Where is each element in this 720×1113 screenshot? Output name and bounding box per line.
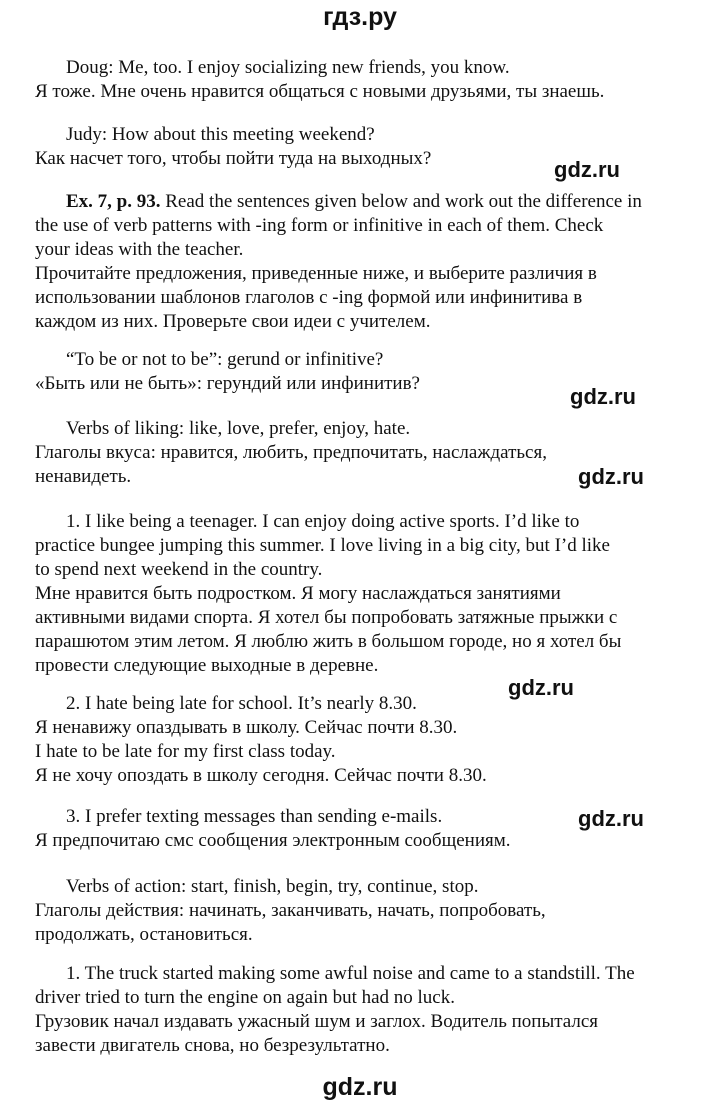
site-header: гдз.ру (323, 3, 397, 31)
liking-example-1-line3: to spend next weekend in the country. (35, 559, 323, 580)
exercise-translation-line2: использовании шаблонов глаголов с -ing формой или инфинитива в (35, 287, 583, 308)
liking-example-1-ru-line3: парашютом этим летом. Я люблю жить в большом городе, но я хотел бы (35, 631, 622, 652)
watermark: gdz.ru (578, 806, 644, 831)
dialogue-doug-ru: Я тоже. Мне очень нравится общаться с новыми друзьями, ты знаешь. (35, 81, 605, 102)
verbs-of-action-ru-line1: Глаголы действия: начинать, заканчивать, начать, попробовать, (35, 900, 546, 921)
watermark: gdz.ru (508, 675, 574, 700)
verbs-of-liking-ru-line2: ненавидеть. (35, 466, 132, 487)
dialogue-judy-en: Judy: How about this meeting weekend? (66, 124, 375, 145)
exercise-instruction-line1: Ex. 7, p. 93. Read the sentences given below and work out the difference in (66, 191, 642, 212)
liking-example-1-line2: practice bungee jumping this summer. I love living in a big city, but I’d like (35, 535, 610, 556)
liking-example-3-ru: Я предпочитаю смс сообщения электронным сообщениям. (35, 830, 511, 851)
exercise-translation-line1: Прочитайте предложения, приведенные ниже, и выберите различия в (35, 263, 597, 284)
watermark: gdz.ru (578, 464, 644, 489)
liking-example-1-ru-line2: активными видами спорта. Я хотел бы попробовать затяжные прыжки с (35, 607, 618, 628)
exercise-reference: Ex. 7, p. 93. (66, 191, 161, 212)
action-example-1-line2: driver tried to turn the engine on again but had no luck. (35, 987, 455, 1008)
action-example-1-ru-line2: завести двигатель снова, но безрезультатно. (35, 1035, 390, 1056)
liking-example-2b-en: I hate to be late for my first class today. (35, 741, 336, 762)
exercise-instruction-line2: the use of verb patterns with -ing form or infinitive in each of them. Check (35, 215, 604, 236)
exercise-instruction-line3: your ideas with the teacher. (35, 239, 244, 260)
site-footer: gdz.ru (322, 1073, 398, 1101)
watermark: gdz.ru (554, 157, 620, 182)
watermark: gdz.ru (570, 384, 636, 409)
action-example-1-ru-line1: Грузовик начал издавать ужасный шум и заглох. Водитель попытался (35, 1011, 599, 1032)
exercise-translation-line3: каждом из них. Проверьте свои идеи с учителем. (35, 311, 431, 332)
verbs-of-liking-ru-line1: Глаголы вкуса: нравится, любить, предпочитать, наслаждаться, (35, 442, 547, 463)
liking-example-3-en: 3. I prefer texting messages than sending e-mails. (66, 806, 443, 827)
liking-example-2-ru: Я ненавижу опаздывать в школу. Сейчас почти 8.30. (35, 717, 458, 738)
liking-example-1-ru-line4: провести следующие выходные в деревне. (35, 655, 379, 676)
verbs-of-liking-en: Verbs of liking: like, love, prefer, enjoy, hate. (66, 418, 411, 439)
liking-example-1-ru-line1: Мне нравится быть подростком. Я могу наслаждаться занятиями (35, 583, 561, 604)
action-example-1-line1: 1. The truck started making some awful noise and came to a standstill. The (66, 963, 635, 984)
liking-example-1-line1: 1. I like being a teenager. I can enjoy doing active sports. I’d like to (66, 511, 580, 532)
liking-example-2b-ru: Я не хочу опоздать в школу сегодня. Сейчас почти 8.30. (35, 765, 487, 786)
dialogue-doug-en: Doug: Me, too. I enjoy socializing new friends, you know. (66, 57, 510, 78)
dialogue-judy-ru: Как насчет того, чтобы пойти туда на выходных? (35, 148, 432, 169)
verbs-of-action-ru-line2: продолжать, остановиться. (35, 924, 253, 945)
liking-example-2-en: 2. I hate being late for school. It’s nearly 8.30. (66, 693, 417, 714)
to-be-heading-en: “To be or not to be”: gerund or infinitive? (66, 349, 384, 370)
verbs-of-action-en: Verbs of action: start, finish, begin, try, continue, stop. (66, 876, 479, 897)
to-be-heading-ru: «Быть или не быть»: герундий или инфинитив? (35, 373, 420, 394)
